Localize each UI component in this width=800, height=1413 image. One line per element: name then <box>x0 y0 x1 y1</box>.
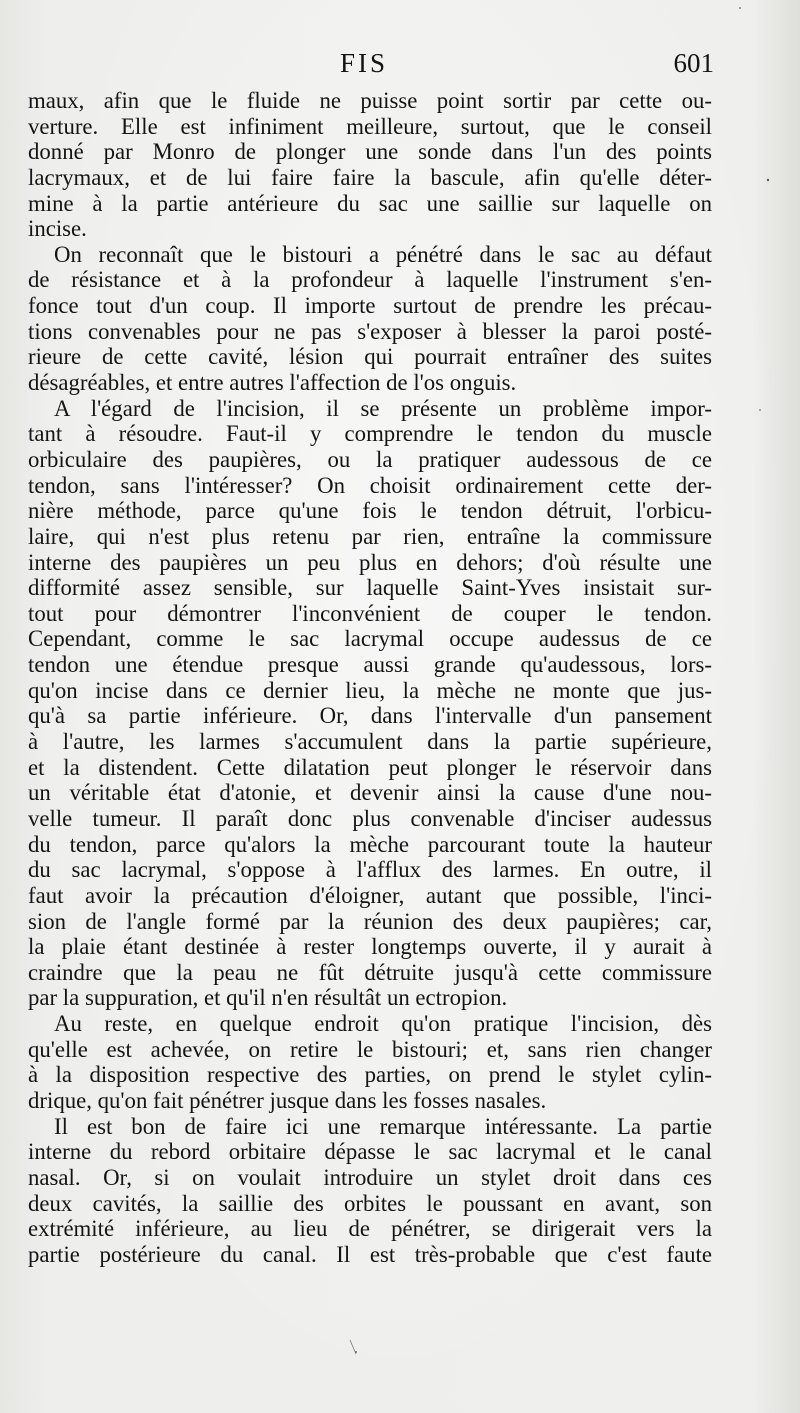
running-title: FIS <box>340 48 389 78</box>
text-line: A l'égard de l'incision, il se présente un problème impor- <box>54 395 712 421</box>
text-line: mine à la partie antérieure du sac une saillie sur laquelle on <box>28 190 712 216</box>
text-line: à la disposition respective des parties, on prend le stylet cylin- <box>28 1062 712 1088</box>
text-line: incise. <box>28 216 87 242</box>
text-line: qu'elle est achevée, on retire le bistouri; et, sans rien changer <box>28 1036 712 1062</box>
text-line: nasal. Or, si on voulait introduire un stylet droit dans ces <box>28 1164 712 1190</box>
text-line: de résistance et à la profondeur à laquelle l'instrument s'en- <box>28 267 712 293</box>
paper-speck <box>350 1340 356 1354</box>
text-line: Cependant, comme le sac lacrymal occupe audessus de ce <box>28 626 712 652</box>
text-line: du sac lacrymal, s'oppose à l'afflux des larmes. En outre, il <box>28 857 712 883</box>
text-line: craindre que la peau ne fût détruite jusqu'à cette commissure <box>28 959 712 985</box>
text-line: lacrymaux, et de lui faire faire la bascule, afin qu'elle déter- <box>28 164 712 190</box>
paper-speck <box>759 409 761 411</box>
text-line: à l'autre, les larmes s'accumulent dans la partie supérieure, <box>28 729 712 755</box>
text-line: On reconnaît que le bistouri a pénétré dans le sac au défaut <box>54 241 712 267</box>
text-line: sion de l'angle formé par la réunion des deux paupières; car, <box>28 908 712 934</box>
paper-speck <box>355 1351 357 1353</box>
text-line: tant à résoudre. Faut-il y comprendre le tendon du muscle <box>28 421 712 447</box>
text-line: laire, qui n'est plus retenu par rien, entraîne la commissure <box>28 523 712 549</box>
text-line: et la distendent. Cette dilatation peut plonger le réservoir dans <box>28 754 712 780</box>
text-line: tout pour démontrer l'inconvénient de couper le tendon. <box>28 600 712 626</box>
text-line: rieure de cette cavité, lésion qui pourrait entraîner des suites <box>28 344 712 370</box>
text-line: par la suppuration, et qu'il n'en résultât un ectropion. <box>28 985 508 1011</box>
paper-speck <box>767 179 769 181</box>
text-line: drique, qu'on fait pénétrer jusque dans les fosses nasales. <box>28 1087 547 1113</box>
text-line: faut avoir la précaution d'éloigner, autant que possible, l'inci- <box>28 882 712 908</box>
text-line: donné par Monro de plonger une sonde dans l'un des points <box>28 139 712 165</box>
text-line: verture. Elle est infiniment meilleure, surtout, que le conseil <box>28 113 712 139</box>
text-line: extrémité inférieure, au lieu de pénétrer, se dirigerait vers la <box>28 1216 712 1242</box>
text-line: interne des paupières un peu plus en dehors; d'où résulte une <box>28 549 712 575</box>
text-line: partie postérieure du canal. Il est très-probable que c'est faute <box>28 1241 712 1267</box>
text-line: tendon, sans l'intéresser? On choisit ordinairement cette der- <box>28 472 712 498</box>
text-line: tendon une étendue presque aussi grande qu'audessous, lors- <box>28 652 712 678</box>
text-line: la plaie étant destinée à rester longtemps ouverte, il y aurait à <box>28 934 712 960</box>
paper-speck <box>739 7 741 9</box>
page-number: 601 <box>673 48 714 78</box>
text-line: qu'à sa partie inférieure. Or, dans l'intervalle d'un pansement <box>28 703 712 729</box>
text-line: du tendon, parce qu'alors la mèche parcourant toute la hauteur <box>28 831 712 857</box>
text-line: fonce tout d'un coup. Il importe surtout de prendre les précau- <box>28 293 712 319</box>
text-line: un véritable état d'atonie, et devenir ainsi la cause d'une nou- <box>28 780 712 806</box>
running-head <box>28 48 712 88</box>
text-line: orbiculaire des paupières, ou la pratiquer audessous de ce <box>28 446 712 472</box>
text-line: Au reste, en quelque endroit qu'on pratique l'incision, dès <box>54 1011 712 1037</box>
text-line: tions convenables pour ne pas s'exposer à blesser la paroi posté- <box>28 318 712 344</box>
text-line: qu'on incise dans ce dernier lieu, la mèche ne monte que jus- <box>28 677 712 703</box>
text-line: interne du rebord orbitaire dépasse le sac lacrymal et le canal <box>28 1139 712 1165</box>
text-line: nière méthode, parce qu'une fois le tendon détruit, l'orbicu- <box>28 498 712 524</box>
text-line: maux, afin que le fluide ne puisse point sortir par cette ou- <box>28 88 712 113</box>
text-line: difformité assez sensible, sur laquelle Saint-Yves insistait sur- <box>28 575 712 601</box>
text-line: velle tumeur. Il paraît donc plus convenable d'inciser audessus <box>28 805 712 831</box>
text-line: Il est bon de faire ici une remarque intéressante. La partie <box>54 1113 712 1139</box>
text-line: désagréables, et entre autres l'affection de l'os onguis. <box>28 370 517 396</box>
text-line: deux cavités, la saillie des orbites le poussant en avant, son <box>28 1190 712 1216</box>
body-text <box>28 88 712 1267</box>
